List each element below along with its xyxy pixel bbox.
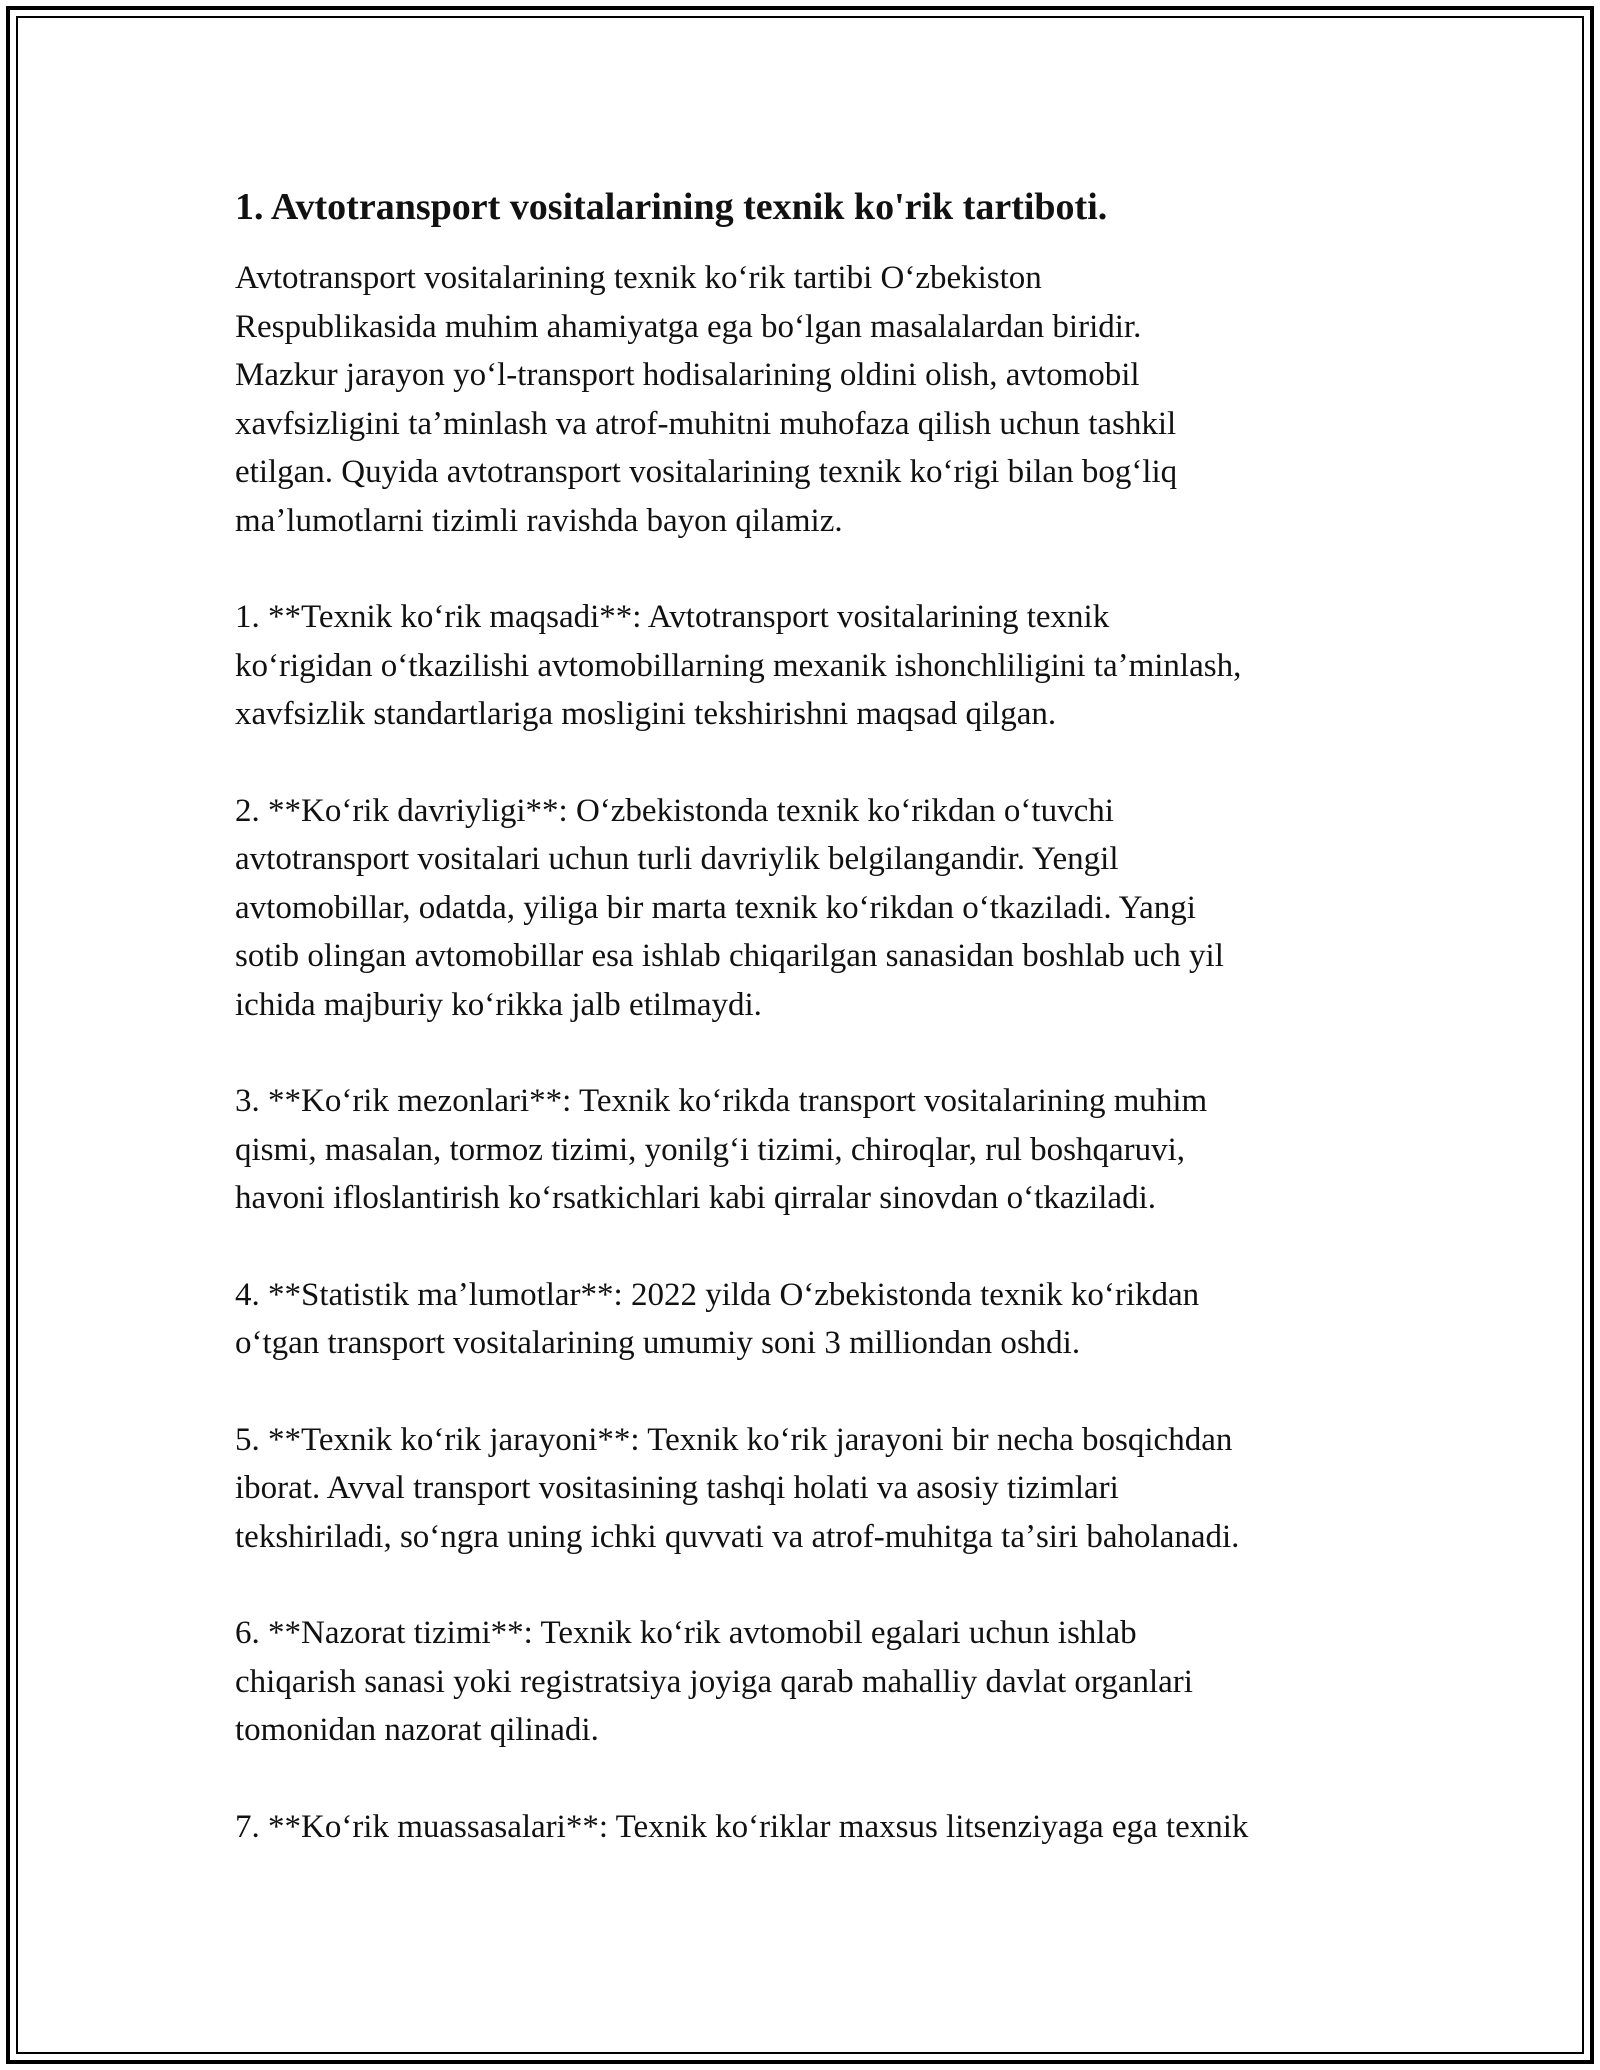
list-item-process: 5. **Texnik koʻrik jarayoni**: Texnik koʻrik jarayoni bir necha bosqichdan iborat. Avval transport vositasining tashqi holati va asosiy tizimlari tekshiriladi, soʻngra uning ichki quvvati va atrof-muhitga taʼsiri baholanadi. <box>235 1421 1240 1555</box>
list-item-institutions: 7. **Koʻrik muassasalari**: Texnik koʻriklar maxsus litsenziyaga ega texnik <box>235 1808 1249 1845</box>
document-body <box>235 182 1395 1899</box>
document-heading: 1. Avtotransport vositalarining texnik ko'rik tartiboti. <box>235 186 1108 228</box>
list-item-criteria: 3. **Koʻrik mezonlari**: Texnik koʻrikda transport vositalarining muhim qismi, masalan, tormoz tizimi, yonilgʻi tizimi, chiroqlar, rul boshqaruvi, havoni ifloslantirish koʻrsatkichlari kabi qirralar sinovdan oʻtkaziladi. <box>235 1083 1208 1216</box>
list-item-statistics: 4. **Statistik maʼlumotlar**: 2022 yilda Oʻzbekistonda texnik koʻrikdan oʻtgan transport vositalarining umumiy soni 3 milliondan oshdi. <box>235 1276 1200 1361</box>
list-item-periodicity: 2. **Koʻrik davriyligi**: Oʻzbekistonda texnik koʻrikdan oʻtuvchi avtotransport vositalari uchun turli davriylik belgilangandir. Yengil avtomobillar, odatda, yiliga bir marta texnik koʻrikdan oʻtkaziladi. Yangi sotib olingan avtomobillar esa ishlab chiqarilgan sanasidan boshlab uch yil ichida majburiy koʻrikka jalb etilmaydi. <box>235 792 1224 1023</box>
intro-paragraph: Avtotransport vositalarining texnik koʻrik tartibi Oʻzbekiston Respublikasida muhim ahamiyatga ega boʻlgan masalalardan biridir. Mazkur jarayon yoʻl-transport hodisalarining oldini olish, avtomobil xavfsizligini taʼminlash va atrof-muhitni muhofaza qilish uchun tashkil etilgan. Quyida avtotransport vositalarining texnik koʻrigi bilan bogʻliq maʼlumotlarni tizimli ravishda bayon qilamiz. <box>235 260 1178 539</box>
list-item-control-system: 6. **Nazorat tizimi**: Texnik koʻrik avtomobil egalari uchun ishlab chiqarish sanasi yoki registratsiya joyiga qarab mahalliy davlat organlari tomonidan nazorat qilinadi. <box>235 1615 1193 1748</box>
list-item-purpose: 1. **Texnik koʻrik maqsadi**: Avtotransport vositalarining texnik koʻrigidan oʻtkazilishi avtomobillarning mexanik ishonchliligini taʼminlash, xavfsizlik standartlariga mosligini tekshirishni maqsad qilgan. <box>235 599 1242 732</box>
